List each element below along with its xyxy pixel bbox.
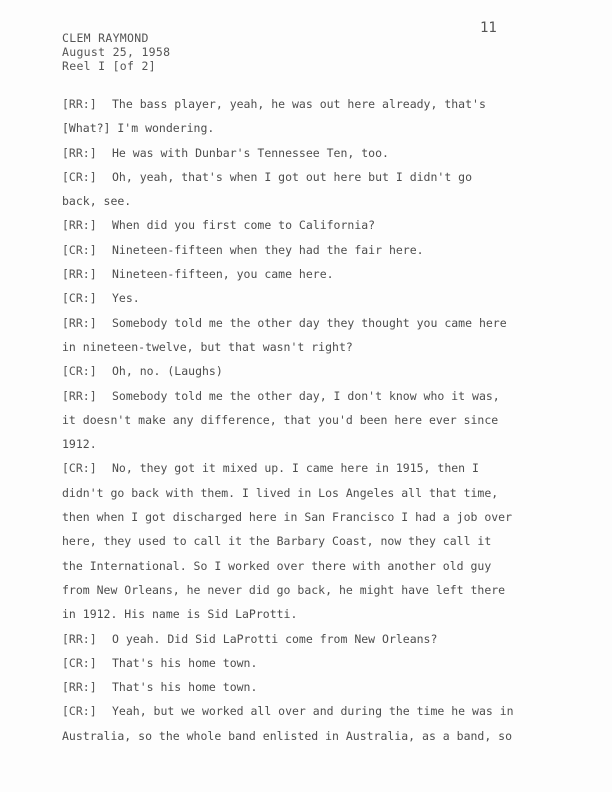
line-text: Oh, no. (Laughs) (112, 364, 223, 379)
line-text: then when I got discharged here in San Francisco I had a job over (62, 510, 513, 525)
transcript-line (62, 627, 532, 651)
line-text: Nineteen-fifteen, you came here. (112, 267, 334, 282)
line-text: Somebody told me the other day, I don't know who it was, (112, 388, 500, 403)
interviewee-name: CLEM RAYMOND (62, 31, 149, 45)
line-text: That's his home town. (112, 655, 258, 670)
reel-label: Reel I [of 2] (62, 59, 156, 73)
transcript-turn (62, 456, 532, 626)
line-text: from New Orleans, he never did go back, he might have left there (62, 582, 506, 597)
speaker-tag: [CR:] (62, 291, 97, 306)
transcript-line (62, 529, 532, 553)
line-text: didn't go back with them. I lived in Los Angeles all that time, (62, 485, 499, 500)
speaker-tag: [CR:] (62, 655, 97, 670)
transcript-line (62, 92, 532, 116)
transcript-turn (62, 286, 532, 310)
line-text: No, they got it mixed up. I came here in 1915, then I (112, 461, 479, 476)
transcript-line (62, 675, 532, 699)
transcript-line (62, 359, 532, 383)
transcript-line (62, 238, 532, 262)
transcript-line (62, 699, 532, 723)
transcript-line (62, 384, 532, 408)
line-text: He was with Dunbar's Tennessee Ten, too. (112, 145, 389, 160)
transcript-turn (62, 165, 532, 214)
transcript-line (62, 481, 532, 505)
line-text: O yeah. Did Sid LaProtti come from New Orleans? (112, 631, 438, 646)
line-text: here, they used to call it the Barbary Coast, now they call it (62, 534, 492, 549)
line-text: Somebody told me the other day they thought you came here (112, 315, 507, 330)
transcript-line (62, 578, 532, 602)
transcript-line (62, 408, 532, 432)
speaker-tag: [CR:] (62, 169, 97, 184)
transcript-turn (62, 213, 532, 237)
transcript-line (62, 141, 532, 165)
transcript-line (62, 213, 532, 237)
speaker-tag: [CR:] (62, 364, 97, 379)
transcript-line (62, 505, 532, 529)
transcript-line (62, 554, 532, 578)
speaker-tag: [RR:] (62, 218, 97, 233)
interview-date: August 25, 1958 (62, 45, 171, 59)
transcript-line (62, 311, 532, 335)
page-number: 11 (480, 20, 497, 36)
speaker-tag: [CR:] (62, 704, 97, 719)
transcript-turn (62, 92, 532, 141)
document-header (62, 31, 170, 73)
transcript-line (62, 116, 532, 140)
transcript-turn (62, 675, 532, 699)
transcript-turn (62, 359, 532, 383)
line-text: in nineteen-twelve, but that wasn't right? (62, 339, 353, 354)
transcript-turn (62, 238, 532, 262)
transcript-turn (62, 651, 532, 675)
speaker-tag: [RR:] (62, 145, 97, 160)
speaker-tag: [CR:] (62, 461, 97, 476)
line-text: The bass player, yeah, he was out here already, that's (112, 97, 486, 111)
line-text: That's his home town. (112, 680, 258, 695)
line-text: When did you first come to California? (112, 218, 376, 233)
speaker-tag: [RR:] (62, 267, 97, 282)
transcript-turn (62, 141, 532, 165)
line-text: 1912. (62, 437, 97, 452)
line-text: Australia, so the whole band enlisted in Australia, as a band, so (62, 728, 513, 743)
line-text: Yeah, but we worked all over and during the time he was in (112, 704, 514, 719)
transcript-line (62, 262, 532, 286)
transcript-turn (62, 627, 532, 651)
transcript-turn (62, 384, 532, 457)
transcript-line (62, 165, 532, 189)
transcript-line (62, 432, 532, 456)
transcript-body (62, 92, 532, 748)
transcript-line (62, 724, 532, 748)
transcript-turn (62, 699, 532, 748)
speaker-tag: [RR:] (62, 631, 97, 646)
line-text: back, see. (62, 194, 132, 209)
transcript-line (62, 651, 532, 675)
line-text: Yes. (112, 291, 140, 306)
transcript-line (62, 602, 532, 626)
transcript-line (62, 189, 532, 213)
transcript-turn (62, 311, 532, 360)
transcript-turn (62, 262, 532, 286)
speaker-tag: [RR:] (62, 97, 97, 111)
speaker-tag: [RR:] (62, 680, 97, 695)
speaker-tag: [RR:] (62, 315, 97, 330)
line-text: it doesn't make any difference, that you'd been here ever since (62, 412, 499, 427)
transcript-line (62, 335, 532, 359)
line-text: [What?] I'm wondering. (62, 121, 215, 136)
speaker-tag: [RR:] (62, 388, 97, 403)
transcript-line (62, 286, 532, 310)
line-text: Nineteen-fifteen when they had the fair here. (112, 242, 424, 257)
speaker-tag: [CR:] (62, 242, 97, 257)
line-text: the International. So I worked over there with another old guy (62, 558, 492, 573)
line-text: Oh, yeah, that's when I got out here but I didn't go (112, 169, 473, 184)
transcript-line (62, 456, 532, 480)
line-text: in 1912. His name is Sid LaProtti. (62, 607, 298, 622)
